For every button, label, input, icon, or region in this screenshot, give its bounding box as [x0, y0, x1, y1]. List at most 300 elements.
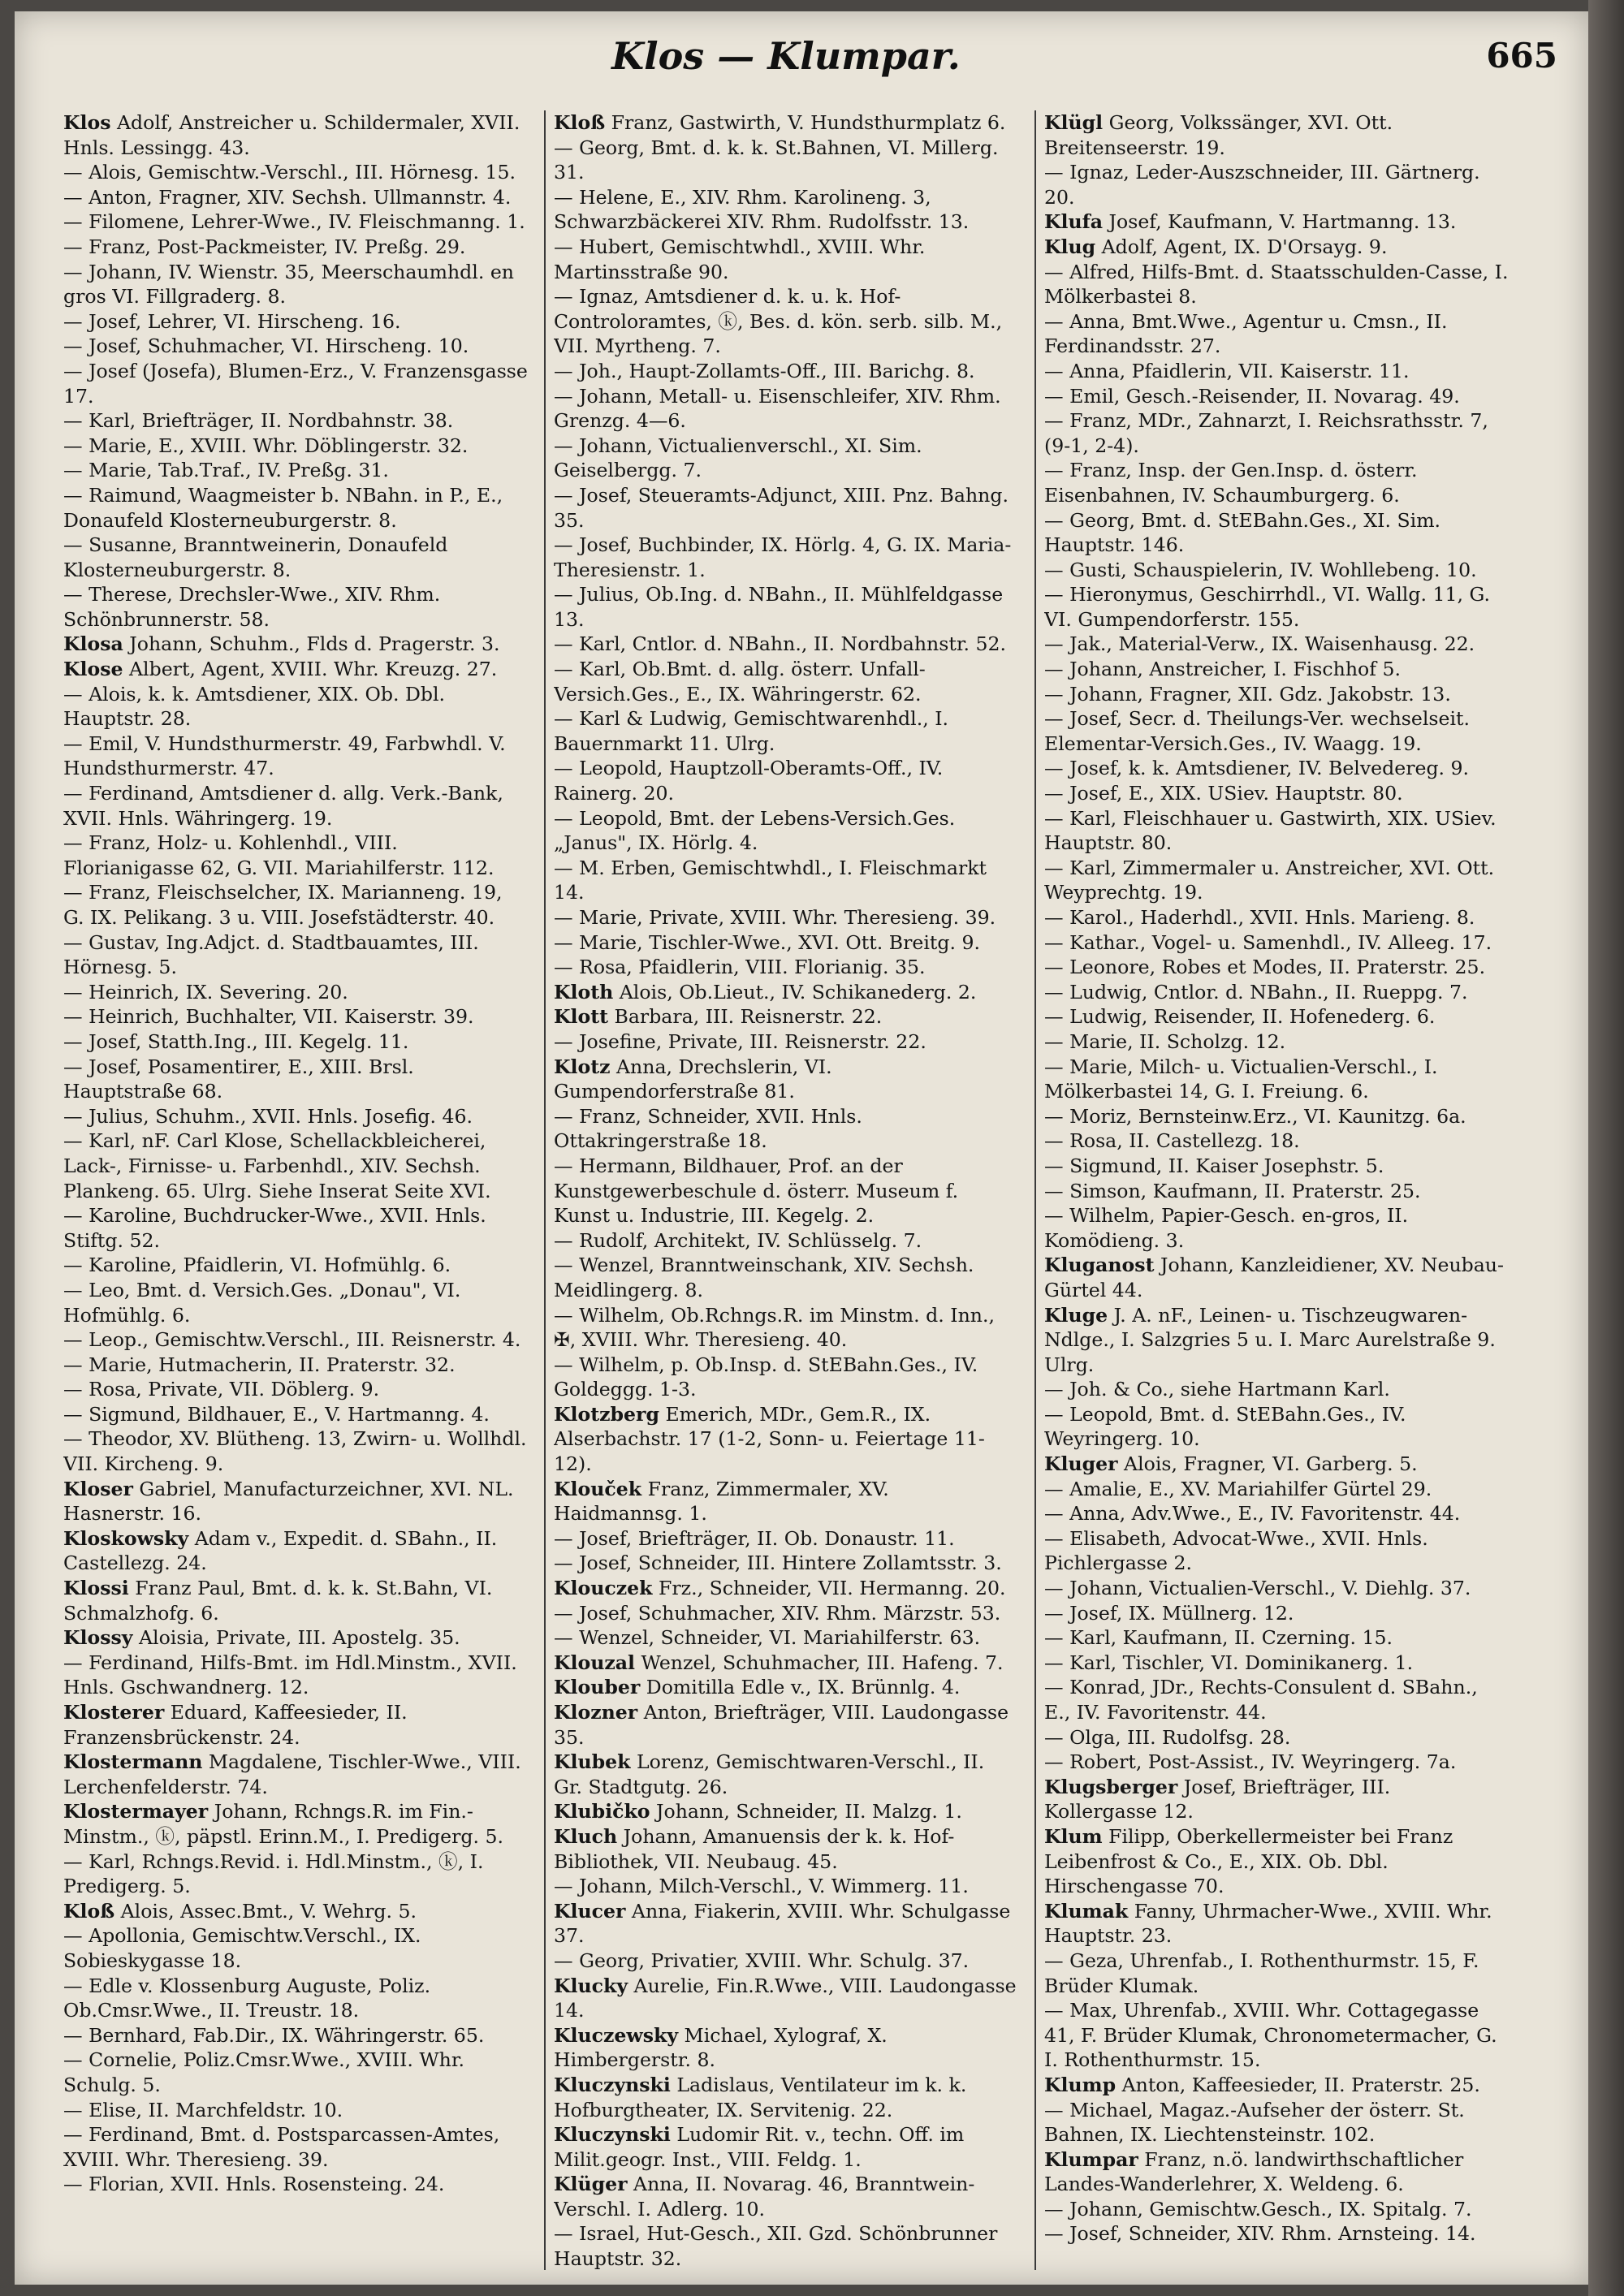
entry-text: — Bernhard, Fab.Dir., IX. Währingerstr. 65.: [63, 2023, 485, 2047]
entry-text: — Jak., Material-Verw., IX. Waisenhausg. 22.: [1044, 632, 1475, 656]
directory-entry: [1044, 657, 1509, 682]
directory-entry: [554, 1675, 1018, 1700]
directory-entry: [554, 2122, 1018, 2172]
entry-text: — Josef, Buchbinder, IX. Hörlg. 4, G. IX. Maria-Theresienstr. 1.: [554, 533, 1012, 581]
entry-text: — Wenzel, Schneider, VI. Mariahilferstr. 63.: [554, 1626, 981, 1650]
entry-text: — Gustav, Ing.Adjct. d. Stadtbauamtes, III. Hörnesg. 5.: [63, 930, 479, 979]
entry-text: — Anna, Adv.Wwe., E., IV. Favoritenstr. 44.: [1044, 1502, 1461, 1526]
directory-entry: [1044, 260, 1509, 309]
directory-entry: [1044, 2197, 1509, 2222]
directory-entry: [63, 309, 528, 334]
directory-entry: [554, 756, 1018, 805]
directory-entry: [1044, 1377, 1509, 1402]
entry-text: — Franz, MDr., Zahnarzt, I. Reichsrathsstr. 7, (9-1, 2-4).: [1044, 409, 1488, 457]
entry-text: — Simson, Kaufmann, II. Praterstr. 25.: [1044, 1179, 1421, 1202]
entry-surname: Klumpar: [1044, 2147, 1138, 2171]
entry-text: — Wenzel, Branntweinschank, XIV. Sechsh. Meidlingerg. 8.: [554, 1254, 974, 1301]
directory-entry: [1044, 1452, 1509, 1477]
entry-text: — Karl, Cntlor. d. NBahn., II. Nordbahnstr. 52.: [554, 632, 1007, 656]
running-title: Klos — Klumpar.: [611, 34, 961, 78]
entry-surname: Kluczynski: [554, 2073, 671, 2096]
directory-entry: [1044, 408, 1509, 458]
entry-text: — Israel, Hut-Gesch., XII. Gzd. Schönbrunner Hauptstr. 32.: [554, 2222, 998, 2270]
directory-entry: [1044, 632, 1509, 657]
entry-surname: Kluge: [1044, 1303, 1108, 1327]
directory-entry: [63, 1004, 528, 1029]
directory-entry: [554, 806, 1018, 856]
entry-text: J. A. nF., Leinen- u. Tischzeugwaren-Ndlge., I. Salzgries 5 u. I. Marc Aurelstraße 9. Ulrg.: [1044, 1303, 1496, 1376]
directory-entry: [63, 1353, 528, 1378]
entry-text: — Leop., Gemischtw.Verschl., III. Reisnerstr. 4.: [63, 1328, 521, 1352]
directory-entry: [1044, 2073, 1509, 2098]
entry-text: Emerich, MDr., Gem.R., IX. Alserbachstr. 17 (1-2, Sonn- u. Feiertage 11-12).: [554, 1402, 985, 1476]
directory-entry: [554, 483, 1018, 533]
entry-text: — Karl, Ob.Bmt. d. allg. österr. Unfall-Versich.Ges., E., IX. Währingerstr. 62.: [554, 658, 926, 706]
directory-entry: [554, 1974, 1018, 2023]
entry-surname: Kloß: [554, 111, 606, 134]
directory-entry: [1044, 1625, 1509, 1651]
entry-text: — Johann, Fragner, XII. Gdz. Jakobstr. 13.: [1044, 682, 1451, 706]
directory-entry: [554, 1700, 1018, 1750]
entry-surname: Klüger: [554, 2173, 628, 2196]
directory-entry: [554, 980, 1018, 1005]
entry-text: — Josef, Schuhmacher, XIV. Rhm. Märzstr. 53.: [554, 1601, 1001, 1625]
directory-entry: [554, 1029, 1018, 1055]
entry-text: — Karl, Zimmermaler u. Anstreicher, XVI. Ott. Weyprechtg. 19.: [1044, 856, 1495, 904]
entry-text: Adam v., Expedit. d. SBahn., II. Castellezg. 24.: [63, 1526, 498, 1575]
entry-text: — Josef, Secr. d. Theilungs-Ver. wechselseit. Elementar-Versich.Ges., IV. Waagg. 19.: [1044, 707, 1470, 755]
directory-entry: [1044, 160, 1509, 209]
entry-surname: Klotz: [554, 1055, 611, 1078]
entry-text: — Filomene, Lehrer-Wwe., IV. Fleischmanng. 1.: [63, 210, 525, 234]
page-number: 665: [1486, 36, 1557, 76]
entry-text: — Moriz, Bernsteinw.Erz., VI. Kaunitzg. 6a.: [1044, 1104, 1466, 1128]
directory-entry: [1044, 2221, 1509, 2246]
entry-text: — Josef, Lehrer, VI. Hirscheng. 16.: [63, 309, 401, 333]
entry-text: — Ignaz, Amtsdiener d. k. u. k. Hof-Controloramtes, ⓚ, Bes. d. kön. serb. silb. M., VII. Myrtheng. 7.: [554, 285, 1003, 358]
entry-text: Wenzel, Schuhmacher, III. Hafeng. 7.: [635, 1651, 1004, 1674]
directory-entry: [63, 582, 528, 632]
directory-entry: [554, 1055, 1018, 1104]
directory-entry: [554, 1477, 1018, 1526]
directory-entry: [1044, 756, 1509, 781]
directory-entry: [554, 1526, 1018, 1552]
entry-text: — Emil, V. Hundsthurmerstr. 49, Farbwhdl. V. Hundsthurmerstr. 47.: [63, 732, 506, 780]
entry-text: — Ludwig, Reisender, II. Hofenederg. 6.: [1044, 1005, 1436, 1029]
directory-entry: [1044, 1775, 1509, 1824]
entry-surname: Klouček: [554, 1477, 642, 1500]
entry-surname: Klum: [1044, 1824, 1103, 1848]
directory-entry: [554, 1104, 1018, 1154]
entry-text: Fanny, Uhrmacher-Wwe., XVIII. Whr. Hauptstr. 23.: [1044, 1899, 1492, 1948]
entry-text: — Johann, Victualienverschl., XI. Sim. Geiselbergg. 7.: [554, 434, 922, 482]
directory-entry: [63, 1055, 528, 1104]
entry-surname: Kluch: [554, 1824, 618, 1848]
entry-surname: Klouczek: [554, 1577, 653, 1600]
entry-text: — Franz, Holz- u. Kohlenhdl., VIII. Florianigasse 62, G. VII. Mariahilferstr. 112.: [63, 831, 495, 879]
directory-entry: [554, 930, 1018, 956]
entry-text: — Marie, Tab.Traf., IV. Preßg. 31.: [63, 459, 389, 482]
directory-entry: [1044, 706, 1509, 756]
directory-entry: [554, 1750, 1018, 1799]
entry-text: — Karoline, Buchdrucker-Wwe., XVII. Hnls. Stiftg. 52.: [63, 1204, 486, 1252]
directory-entry: [63, 1377, 528, 1402]
entry-text: Barbara, III. Reisnerstr. 22.: [608, 1005, 883, 1029]
directory-entry: [554, 657, 1018, 706]
entry-text: — Anna, Bmt.Wwe., Agentur u. Cmsn., II. Ferdinandsstr. 27.: [1044, 309, 1448, 358]
entry-text: — Wilhelm, Papier-Gesch. en-gros, II. Komödieng. 3.: [1044, 1204, 1409, 1252]
entry-text: — Wilhelm, p. Ob.Insp. d. StEBahn.Ges., IV. Goldeggg. 1-3.: [554, 1353, 978, 1401]
directory-entry: [554, 533, 1018, 582]
directory-entry: [63, 1974, 528, 2023]
entry-text: — Amalie, E., XV. Mariahilfer Gürtel 29.: [1044, 1477, 1432, 1500]
entry-surname: Kloth: [554, 980, 614, 1003]
directory-entry: [63, 160, 528, 185]
entry-text: — Alfred, Hilfs-Bmt. d. Staatsschulden-Casse, I. Mölkerbastei 8.: [1044, 260, 1509, 309]
entry-surname: Klozner: [554, 1701, 638, 1724]
entry-text: — Karl, Rchngs.Revid. i. Hdl.Minstm., ⓚ, I. Predigerg. 5.: [63, 1849, 484, 1898]
entry-surname: Klump: [1044, 2073, 1116, 2096]
entry-text: Magdalene, Tischler-Wwe., VIII. Lerchenfelderstr. 74.: [63, 1750, 521, 1798]
entry-text: — Wilhelm, Ob.Rchngs.R. im Minstm. d. Inn., ✠, XVIII. Whr. Theresieng. 40.: [554, 1303, 995, 1352]
entry-text: — Florian, XVII. Hnls. Rosensteing. 24.: [63, 2173, 445, 2196]
directory-entry: [63, 408, 528, 434]
entry-text: — Ignaz, Leder-Auszschneider, III. Gärtnerg. 20.: [1044, 161, 1480, 209]
column-1: [63, 110, 528, 2270]
directory-entry: [1044, 1055, 1509, 1104]
entry-text: — Johann, IV. Wienstr. 35, Meerschaumhdl. en gros VI. Fillgraderg. 8.: [63, 260, 514, 309]
entry-text: — Josef, k. k. Amtsdiener, IV. Belvedereg. 9.: [1044, 757, 1470, 780]
directory-entry: [1044, 682, 1509, 707]
directory-entry: [1044, 1949, 1509, 1998]
directory-entry: [1044, 309, 1509, 359]
entry-surname: Klostermann: [63, 1750, 203, 1774]
entry-text: — Karol., Haderhdl., XVII. Hnls. Marieng. 8.: [1044, 906, 1475, 929]
directory-entry: [1044, 1526, 1509, 1576]
directory-entry: [63, 1625, 528, 1651]
entry-text: — Susanne, Branntweinerin, Donaufeld Klosterneuburgerstr. 8.: [63, 533, 448, 581]
entry-surname: Klose: [63, 658, 123, 681]
entry-surname: Klumak: [1044, 1899, 1129, 1923]
entry-surname: Klubičko: [554, 1800, 650, 1823]
entry-text: — Cornelie, Poliz.Cmsr.Wwe., XVIII. Whr. Schulg. 5.: [63, 2048, 465, 2096]
directory-entry: [1044, 1029, 1509, 1055]
directory-entry: [63, 831, 528, 880]
directory-entry: [1044, 1154, 1509, 1179]
directory-entry: [63, 1253, 528, 1278]
entry-text: Ludomir Rit. v., techn. Off. im Milit.geogr. Inst., VIII. Feldg. 1.: [554, 2123, 965, 2171]
directory-entry: [1044, 458, 1509, 507]
entry-text: Eduard, Kaffeesieder, II. Franzensbrückenstr. 24.: [63, 1701, 408, 1749]
entry-surname: Klubek: [554, 1750, 631, 1774]
directory-entry: [554, 185, 1018, 235]
directory-entry: [63, 185, 528, 210]
entry-text: — Emil, Gesch.-Reisender, II. Novarag. 49.: [1044, 384, 1460, 408]
directory-entry: [554, 1625, 1018, 1651]
directory-entry: [63, 1477, 528, 1526]
column-divider: [544, 110, 546, 2270]
directory-entry: [554, 1303, 1018, 1353]
entry-text: — Alois, Gemischtw.-Verschl., III. Hörnesg. 15.: [63, 161, 516, 184]
entry-surname: Kluczewsky: [554, 2023, 679, 2047]
entry-surname: Kloß: [63, 1899, 115, 1923]
directory-entry: [1044, 806, 1509, 856]
directory-entry: [1044, 781, 1509, 806]
entry-text: — Josef, Schneider, III. Hintere Zollamtsstr. 3.: [554, 1552, 1002, 1575]
directory-entry: [554, 1402, 1018, 1477]
directory-entry: [63, 1700, 528, 1750]
entry-text: — Georg, Privatier, XVIII. Whr. Schulg. 37.: [554, 1949, 970, 1972]
directory-entry: [1044, 1104, 1509, 1129]
entry-surname: Klossy: [63, 1626, 133, 1650]
entry-text: Anna, II. Novarag. 46, Branntwein-Verschl. I. Adlerg. 10.: [554, 2173, 975, 2220]
entry-surname: Klotzberg: [554, 1402, 659, 1426]
directory-entry: [1044, 209, 1509, 235]
entry-text: — Josef, Statth.Ing., III. Kegelg. 11.: [63, 1029, 409, 1053]
entry-text: — Ludwig, Cntlor. d. NBahn., II. Rueppg. 7.: [1044, 980, 1468, 1003]
page-right-edge: [1588, 0, 1624, 2296]
entry-text: — Anna, Pfaidlerin, VII. Kaiserstr. 11.: [1044, 359, 1410, 382]
directory-entry: [554, 1874, 1018, 1899]
directory-entry: [554, 1576, 1018, 1601]
entry-text: Anton, Briefträger, VIII. Laudongasse 35.: [554, 1701, 1009, 1749]
entry-surname: Kluczynski: [554, 2123, 671, 2147]
entry-text: — Josef, Schneider, XIV. Rhm. Arnsteing. 14.: [1044, 2222, 1476, 2246]
entry-text: — Rosa, Pfaidlerin, VIII. Florianig. 35.: [554, 956, 926, 979]
entry-text: — Josefine, Private, III. Reisnerstr. 22.: [554, 1029, 926, 1053]
entry-text: — Robert, Post-Assist., IV. Weyringerg. 7a.: [1044, 1750, 1457, 1774]
directory-entry: [63, 1750, 528, 1799]
directory-entry: [63, 930, 528, 980]
directory-entry: [554, 1824, 1018, 1874]
directory-entry: [63, 359, 528, 408]
directory-entry: [554, 1799, 1018, 1824]
entry-text: — Marie, Tischler-Wwe., XVI. Ott. Breitg. 9.: [554, 930, 980, 954]
directory-entry: [1044, 558, 1509, 583]
entry-text: Johann, Schuhm., Flds d. Pragerstr. 3.: [123, 632, 500, 656]
entry-text: Albert, Agent, XVIII. Whr. Kreuzg. 27.: [123, 658, 498, 681]
entry-text: — Anton, Fragner, XIV. Sechsh. Ullmannstr. 4.: [63, 185, 512, 209]
directory-entry: [554, 1353, 1018, 1402]
entry-text: — Raimund, Waagmeister b. NBahn. in P., E., Donaufeld Klosterneuburgerstr. 8.: [63, 483, 503, 532]
entry-surname: Kloskowsky: [63, 1526, 189, 1550]
directory-entry: [63, 1104, 528, 1129]
directory-entry: [63, 2023, 528, 2048]
entry-surname: Klufa: [1044, 210, 1104, 234]
directory-entry: [1044, 1750, 1509, 1775]
entry-columns: [63, 110, 1509, 2270]
entry-text: — Johann, Gemischtw.Gesch., IX. Spitalg. 7.: [1044, 2197, 1472, 2220]
entry-text: Adolf, Anstreicher u. Schildermaler, XVII. Hnls. Lessingg. 43.: [63, 111, 520, 159]
entry-text: — Konrad, JDr., Rechts-Consulent d. SBahn., E., IV. Favoritenstr. 44.: [1044, 1676, 1478, 1724]
entry-text: — Karl, Tischler, VI. Dominikanerg. 1.: [1044, 1651, 1414, 1674]
entry-text: — Karoline, Pfaidlerin, VI. Hofmühlg. 6.: [63, 1254, 451, 1277]
directory-entry: [554, 1949, 1018, 1974]
directory-entry: [63, 235, 528, 260]
directory-entry: [1044, 359, 1509, 384]
directory-entry: [1044, 1651, 1509, 1676]
entry-text: Josef, Kaufmann, V. Hartmanng. 13.: [1103, 210, 1457, 234]
entry-text: Georg, Volkssänger, XVI. Ott. Breitenseerstr. 19.: [1044, 111, 1393, 159]
directory-entry: [63, 260, 528, 309]
entry-text: — Georg, Bmt. d. StEBahn.Ges., XI. Sim. Hauptstr. 146.: [1044, 508, 1441, 557]
directory-entry: [1044, 1203, 1509, 1253]
directory-entry: [554, 955, 1018, 980]
directory-entry: [63, 110, 528, 160]
directory-entry: [554, 110, 1018, 136]
entry-text: Johann, Kanzleidiener, XV. Neubau-Gürtel 44.: [1044, 1254, 1504, 1301]
directory-entry: [554, 1551, 1018, 1576]
entry-text: Filipp, Oberkellermeister bei Franz Leibenfrost & Co., E., XIX. Ob. Dbl. Hirschengasse 70.: [1044, 1824, 1453, 1898]
entry-surname: Klugsberger: [1044, 1775, 1178, 1798]
entry-text: — Rudolf, Architekt, IV. Schlüsselg. 7.: [554, 1228, 922, 1252]
entry-text: — Michael, Magaz.-Aufseher der österr. St. Bahnen, IX. Liechtensteinstr. 102.: [1044, 2098, 1465, 2147]
entry-text: Alois, Ob.Lieut., IV. Schikanederg. 2.: [613, 980, 977, 1003]
entry-text: — Leonore, Robes et Modes, II. Praterstr. 25.: [1044, 956, 1486, 979]
directory-entry: [554, 284, 1018, 359]
directory-entry: [554, 1228, 1018, 1254]
directory-entry: [63, 458, 528, 483]
entry-text: — Johann, Anstreicher, I. Fischhof 5.: [1044, 658, 1401, 681]
entry-text: Alois, Assec.Bmt., V. Wehrg. 5.: [114, 1899, 417, 1923]
directory-entry: [63, 2098, 528, 2123]
entry-surname: Klos: [63, 111, 111, 134]
directory-entry: [1044, 980, 1509, 1005]
directory-entry: [554, 2023, 1018, 2073]
directory-entry: [1044, 1004, 1509, 1029]
directory-entry: [1044, 2098, 1509, 2147]
directory-entry: [63, 334, 528, 359]
entry-text: — Geza, Uhrenfab., I. Rothenthurmstr. 15, F. Brüder Klumak.: [1044, 1949, 1479, 1997]
directory-entry: [554, 856, 1018, 905]
entry-text: — Marie, Private, XVIII. Whr. Theresieng. 39.: [554, 906, 996, 929]
entry-text: Alois, Fragner, VI. Garberg. 5.: [1117, 1452, 1418, 1476]
directory-entry: [63, 1651, 528, 1700]
directory-entry: [1044, 508, 1509, 558]
entry-text: — Sigmund, II. Kaiser Josephstr. 5.: [1044, 1154, 1384, 1177]
directory-entry: [1044, 2147, 1509, 2197]
entry-text: Franz, n.ö. landwirthschaftlicher Landes-Wanderlehrer, X. Weldeng. 6.: [1044, 2147, 1464, 2196]
entry-surname: Klosa: [63, 632, 123, 656]
directory-entry: [63, 1526, 528, 1576]
page-header: [63, 26, 1557, 91]
directory-entry: [63, 1849, 528, 1899]
directory-entry: [63, 209, 528, 235]
directory-entry: [63, 1029, 528, 1055]
directory-entry: [554, 632, 1018, 657]
directory-entry: [1044, 1725, 1509, 1750]
entry-text: — Josef, Schuhmacher, VI. Hirscheng. 10.: [63, 334, 469, 358]
entry-text: — Karl & Ludwig, Gemischtwarenhdl., I. Bauernmarkt 11. Ulrg.: [554, 707, 949, 755]
entry-surname: Kluger: [1044, 1452, 1118, 1476]
entry-text: — Leopold, Bmt. der Lebens-Versich.Ges. „Janus", IX. Hörlg. 4.: [554, 806, 956, 855]
directory-entry: [1044, 1501, 1509, 1526]
directory-entry: [63, 1899, 528, 1924]
directory-entry: [1044, 955, 1509, 980]
directory-entry: [1044, 930, 1509, 956]
directory-entry: [554, 2073, 1018, 2122]
column-divider: [1034, 110, 1036, 2270]
directory-entry: [1044, 1899, 1509, 1949]
directory-entry: [1044, 384, 1509, 409]
entry-text: — Franz, Post-Packmeister, IV. Preßg. 29.: [63, 235, 466, 258]
entry-text: — Karl, Fleischhauer u. Gastwirth, XIX. USiev. Hauptstr. 80.: [1044, 806, 1497, 855]
entry-surname: Klosterer: [63, 1701, 165, 1724]
entry-surname: Kloser: [63, 1477, 133, 1500]
entry-text: Anna, Fiakerin, XVIII. Whr. Schulgasse 37.: [554, 1899, 1011, 1948]
entry-text: — Hieronymus, Geschirrhdl., VI. Wallg. 11, G. VI. Gumpendorferstr. 155.: [1044, 583, 1490, 631]
entry-text: — Therese, Drechsler-Wwe., XIV. Rhm. Schönbrunnerstr. 58.: [63, 583, 441, 631]
entry-text: Josef, Briefträger, III. Kollergasse 12.: [1044, 1775, 1391, 1823]
directory-entry: [1044, 1601, 1509, 1626]
entry-text: — Hermann, Bildhauer, Prof. an der Kunstgewerbeschule d. österr. Museum f. Kunst u. Industrie, III. Kegelg. 2.: [554, 1154, 959, 1228]
entry-text: — Johann, Victualien-Verschl., V. Diehlg. 37.: [1044, 1577, 1471, 1600]
entry-text: — Rosa, II. Castellezg. 18.: [1044, 1129, 1300, 1153]
directory-entry: [554, 384, 1018, 434]
entry-text: — Hubert, Gemischtwhdl., XVIII. Whr. Martinsstraße 90.: [554, 235, 926, 283]
entry-text: — Franz, Insp. der Gen.Insp. d. österr. Eisenbahnen, IV. Schaumburgerg. 6.: [1044, 459, 1418, 507]
directory-entry: [1044, 1824, 1509, 1899]
directory-entry: [63, 2122, 528, 2172]
entry-text: Michael, Xylograf, X. Himbergerstr. 8.: [554, 2023, 888, 2072]
entry-text: — Johann, Metall- u. Eisenschleifer, XIV. Rhm. Grenzg. 4—6.: [554, 384, 1001, 433]
directory-entry: [63, 1203, 528, 1253]
entry-text: — Franz, Schneider, XVII. Hnls. Ottakringerstraße 18.: [554, 1104, 862, 1153]
entry-text: Johann, Schneider, II. Malzg. 1.: [650, 1800, 962, 1823]
entry-text: — M. Erben, Gemischtwhdl., I. Fleischmarkt 14.: [554, 856, 987, 904]
entry-text: Franz Paul, Bmt. d. k. k. St.Bahn, VI. Schmalzhofg. 6.: [63, 1577, 493, 1625]
entry-surname: Klouber: [554, 1676, 641, 1699]
entry-surname: Klossi: [63, 1577, 129, 1600]
entry-text: — Kathar., Vogel- u. Samenhdl., IV. Alleeg. 17.: [1044, 930, 1492, 954]
entry-text: — Helene, E., XIV. Rhm. Karolineng. 3, Schwarzbäckerei XIV. Rhm. Rudolfsstr. 13.: [554, 185, 970, 234]
entry-text: — Karl, Kaufmann, II. Czerning. 15.: [1044, 1626, 1393, 1650]
directory-entry: [554, 2172, 1018, 2221]
entry-text: — Edle v. Klossenburg Auguste, Poliz. Ob.Cmsr.Wwe., II. Treustr. 18.: [63, 1974, 431, 2022]
directory-entry: [1044, 1576, 1509, 1601]
entry-text: — Julius, Schuhm., XVII. Hnls. Josefig. 46.: [63, 1104, 473, 1128]
entry-text: Ladislaus, Ventilateur im k. k. Hofburgtheater, IX. Servitenig. 22.: [554, 2073, 967, 2121]
directory-entry: [554, 1601, 1018, 1626]
directory-entry: [63, 657, 528, 682]
directory-entry: [63, 632, 528, 657]
entry-text: — Marie, Hutmacherin, II. Praterstr. 32.: [63, 1353, 456, 1376]
directory-entry: [1044, 1253, 1509, 1302]
entry-text: Aurelie, Fin.R.Wwe., VIII. Laudongasse 14.: [554, 1974, 1017, 2022]
entry-text: — Julius, Ob.Ing. d. NBahn., II. Mühlfeldgasse 13.: [554, 583, 1004, 631]
directory-entry: [554, 706, 1018, 756]
directory-entry: [63, 732, 528, 781]
directory-entry: [554, 235, 1018, 284]
entry-text: — Alois, k. k. Amtsdiener, XIX. Ob. Dbl. Hauptstr. 28.: [63, 682, 446, 731]
entry-text: — Heinrich, IX. Severing. 20.: [63, 980, 348, 1003]
entry-text: Frz., Schneider, VII. Hermanng. 20.: [652, 1577, 1006, 1600]
entry-text: — Leo, Bmt. d. Versich.Ges. „Donau", VI. Hofmühlg. 6.: [63, 1278, 461, 1327]
entry-text: — Josef, E., XIX. USiev. Hauptstr. 80.: [1044, 782, 1403, 805]
directory-entry: [554, 359, 1018, 384]
directory-entry: [554, 905, 1018, 930]
directory-entry: [1044, 110, 1509, 160]
directory-entry: [554, 1253, 1018, 1302]
entry-text: — Josef, IX. Müllnerg. 12.: [1044, 1601, 1294, 1625]
entry-text: — Sigmund, Bildhauer, E., V. Hartmanng. 4.: [63, 1402, 490, 1426]
entry-text: Lorenz, Gemischtwaren-Verschl., II. Gr. Stadtgutg. 26.: [554, 1750, 985, 1798]
directory-entry: [554, 1899, 1018, 1949]
directory-entry: [1044, 1303, 1509, 1378]
entry-surname: Klott: [554, 1005, 609, 1029]
directory-entry: [1044, 235, 1509, 260]
directory-page: [15, 11, 1588, 2285]
